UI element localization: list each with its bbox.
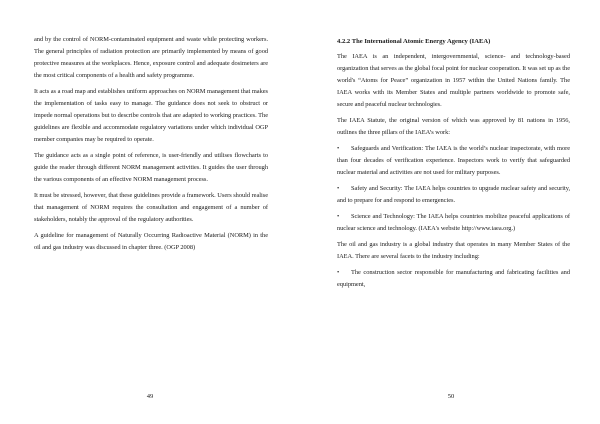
bullet-construction-sector: [337, 267, 570, 291]
right-outro-paragraph: The oil and gas industry is a global industry that operates in many Member States of the IAEA. There are several facets to the industry including:: [337, 241, 570, 260]
bullet-science-technology: [337, 211, 570, 235]
right-intro-paragraph-2: The IAEA Statute, the original version of which was approved by 81 nations in 1956, outlines the three pillars of the IAEA’s work:: [337, 117, 570, 136]
bullet-icon: •: [337, 185, 340, 192]
bullet-icon: •: [337, 269, 340, 276]
bullet-text: The construction sector responsible for manufacturing and fabricating facilities and equipment,: [337, 269, 570, 288]
left-paragraph-5: A guideline for management of Naturally Occurring Radioactive Material (NORM) in the oil and gas industry was discussed in chapter three. (OGP 2008): [34, 232, 268, 251]
right-intro-paragraph-1: The IAEA is an independent, intergovernmental, science- and technology-based organization that serves as the global focal point for nuclear cooperation. It was set up as the world's “Atoms for Peace” organization in 1957 within the United Nations family. The IAEA works with its Member States and multiple partners worldwide to promote safe, secure and peaceful nuclear technologies.: [337, 53, 570, 108]
left-paragraph-1: and by the control of NORM-contaminated equipment and waste while protecting workers. The general principles of radiation protection are primarily implemented by means of good protective measures at the workplaces. Hence, exposure control and adequate dosimeters are the most critical components of a health and safety programme.: [34, 36, 268, 79]
right-page: [300, 0, 600, 424]
bullet-icon: •: [337, 145, 340, 152]
bullet-text: Science and Technology: The IAEA helps countries mobilize peaceful applications of nuclear science and technology. (IAEA's website http://www.iaea.org.): [337, 213, 570, 232]
right-page-number: 50: [447, 393, 455, 400]
bullet-icon: •: [337, 213, 340, 220]
section-heading: 4.2.2 The International Atomic Energy Agency (IAEA): [337, 38, 491, 45]
bullet-text: Safeguards and Verification: The IAEA is the world’s nuclear inspectorate, with more than four decades of verification experience. Inspectors work to verify that safeguarded nuclear material and activities are not used for military purposes.: [337, 145, 570, 176]
left-text-column: [34, 34, 268, 258]
bullet-text: Safety and Security: The IAEA helps countries to upgrade nuclear safety and security, and to prepare for and respond to emergencies.: [337, 185, 570, 204]
left-page-number: 49: [146, 393, 154, 400]
bullet-safety-security: [337, 183, 570, 207]
left-paragraph-4: It must be stressed, however, that these guidelines provide a framework. Users should realise that management of NORM requires the consultation and engagement of a number of stakeholders, notably the approval of the regulatory authorities.: [34, 192, 268, 223]
left-paragraph-3: The guidance acts as a single point of reference, is user-friendly and utilises flowcharts to guide the reader through different NORM management activities. It guides the user through the various components of an effective NORM management process.: [34, 152, 268, 183]
left-paragraph-2: It acts as a road map and establishes uniform approaches on NORM management that makes the implementation of tasks easy to manage. The guidance does not seek to obstruct or impede normal operations but to describe controls that are adapted to working practices. The guidelines are flexible and accommodate regulatory variations under which individual OGP member companies may be required to operate.: [34, 88, 268, 143]
bullet-safeguards: [337, 143, 570, 179]
right-text-column: [337, 34, 570, 295]
